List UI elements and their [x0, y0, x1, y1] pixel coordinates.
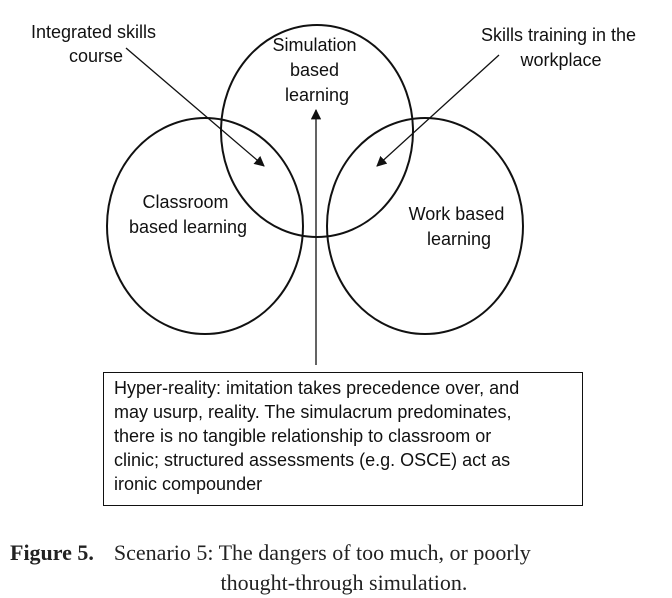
- work-circle: [327, 118, 523, 334]
- simulation-label: [272, 35, 361, 105]
- workplace-callout: [481, 25, 641, 70]
- work-label-line1: Work based: [408, 204, 505, 224]
- work-label: [409, 204, 510, 249]
- hyper-reality-box: Hyper-reality: imitation takes precedence over, and may usurp, reality. The simulacrum predominates, there is no tangible relationship to classroom or clinic; structured assessments (e.g. OSCE) act as ironic compounder: [103, 372, 583, 506]
- figure-label: Figure 5.: [10, 540, 94, 565]
- figure-caption: [10, 538, 670, 598]
- workplace-arrow: [377, 55, 499, 166]
- workplace-callout-line2: workplace: [520, 50, 602, 70]
- caption-line2: thought-through simulation.: [220, 570, 468, 595]
- classroom-label: [129, 192, 247, 237]
- classroom-label-line2: based learning: [128, 217, 248, 237]
- integrated-arrow: [126, 48, 264, 166]
- workplace-callout-line1: Skills training in the: [480, 25, 637, 45]
- simulation-label-line1: Simulation: [272, 35, 357, 55]
- work-label-line2: learning: [426, 229, 492, 249]
- integrated-callout-line2: course: [68, 46, 124, 66]
- integrated-callout: [31, 22, 161, 66]
- caption-line1: Scenario 5: The dangers of too much, or poorly: [113, 540, 531, 565]
- integrated-callout-line1: Integrated skills: [30, 22, 157, 42]
- simulation-label-line2: based: [289, 60, 340, 80]
- caption-line1-row: [10, 538, 670, 568]
- simulation-label-line3: learning: [284, 85, 350, 105]
- classroom-label-line1: Classroom: [142, 192, 229, 212]
